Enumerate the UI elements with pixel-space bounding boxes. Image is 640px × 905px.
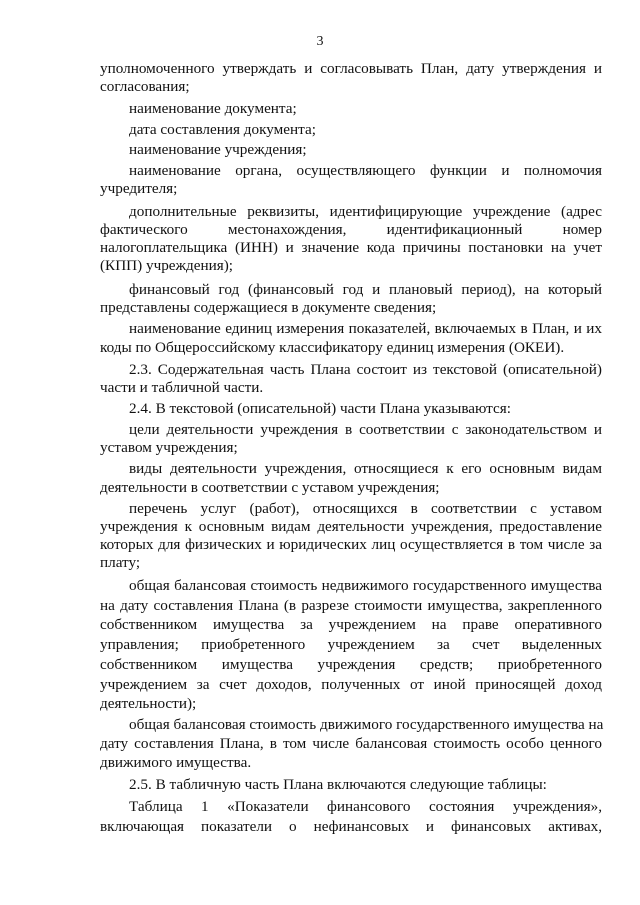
text-line: цели деятельности учреждения в соответствии с законодательством и xyxy=(129,421,602,438)
text-line: Таблица 1 «Показатели финансового состояния учреждения», xyxy=(129,798,602,815)
text-line: 2.4. В текстовой (описательной) части Плана указываются: xyxy=(129,400,511,417)
text-line: наименование органа, осуществляющего функции и полномочия xyxy=(129,162,602,179)
text-line: виды деятельности учреждения, относящиеся к его основным видам xyxy=(129,460,602,477)
text-line: дополнительные реквизиты, идентифицирующие учреждение (адрес xyxy=(129,203,602,220)
text-line: финансовый год (финансовый год и плановый период), на который xyxy=(129,281,602,298)
text-line: (КПП) учреждения); xyxy=(100,257,234,274)
text-line: дата составления документа; xyxy=(129,121,316,138)
text-line: наименование документа; xyxy=(129,100,297,117)
text-line: общая балансовая стоимость недвижимого государственного имущества xyxy=(129,577,602,594)
text-line: части и табличной части. xyxy=(100,379,264,396)
page-number: 3 xyxy=(316,34,324,49)
text-line: 2.5. В табличную часть Плана включаются следующие таблицы: xyxy=(129,776,547,793)
text-line: перечень услуг (работ), относящихся в соответствии с уставом xyxy=(129,500,602,517)
text-line: собственником имущества учреждения средств; приобретенного xyxy=(100,656,602,673)
text-line: собственником имущества за учреждением на праве оперативного xyxy=(100,616,602,633)
text-line: которых для физических и юридических лиц осуществляется в том числе за xyxy=(100,536,602,553)
text-line: 2.3. Содержательная часть Плана состоит из текстовой (описательной) xyxy=(129,361,602,378)
text-line: движимого имущества. xyxy=(100,754,252,771)
text-line: согласования; xyxy=(100,78,190,95)
text-line: фактического местонахождения, идентификационный номер xyxy=(100,221,602,238)
text-line: налогоплательщика (ИНН) и значение кода причины постановки на учет xyxy=(100,239,602,256)
text-line: наименование учреждения; xyxy=(129,141,307,158)
text-line: уставом учреждения; xyxy=(100,439,238,456)
text-line: учреждением за счет доходов, полученных от иной приносящей доход xyxy=(100,676,602,693)
text-line: на дату составления Плана (в разрезе стоимости имущества, закрепленного xyxy=(100,597,602,614)
text-line: управления; приобретенного учреждением за счет выделенных xyxy=(100,636,602,653)
text-line: деятельности); xyxy=(100,695,197,712)
text-line: включающая показатели о нефинансовых и финансовых активах, xyxy=(100,818,602,835)
text-line: деятельности в соответствии с уставом учреждения; xyxy=(100,479,440,496)
text-line: учредителя; xyxy=(100,180,178,197)
text-line: дату составления Плана, в том числе балансовая стоимость особо ценного xyxy=(100,735,602,752)
text-line: общая балансовая стоимость движимого государственного имущества на xyxy=(129,716,604,733)
text-line: уполномоченного утверждать и согласовывать План, дату утверждения и xyxy=(100,60,602,77)
text-line: коды по Общероссийскому классификатору единиц измерения (ОКЕИ). xyxy=(100,339,565,356)
text-line: представлены содержащиеся в документе сведения; xyxy=(100,299,437,316)
text-line: плату; xyxy=(100,554,141,571)
text-line: наименование единиц измерения показателей, включаемых в План, и их xyxy=(129,320,602,337)
text-line: учреждения к основным видам деятельности учреждения, предоставление xyxy=(100,518,602,535)
